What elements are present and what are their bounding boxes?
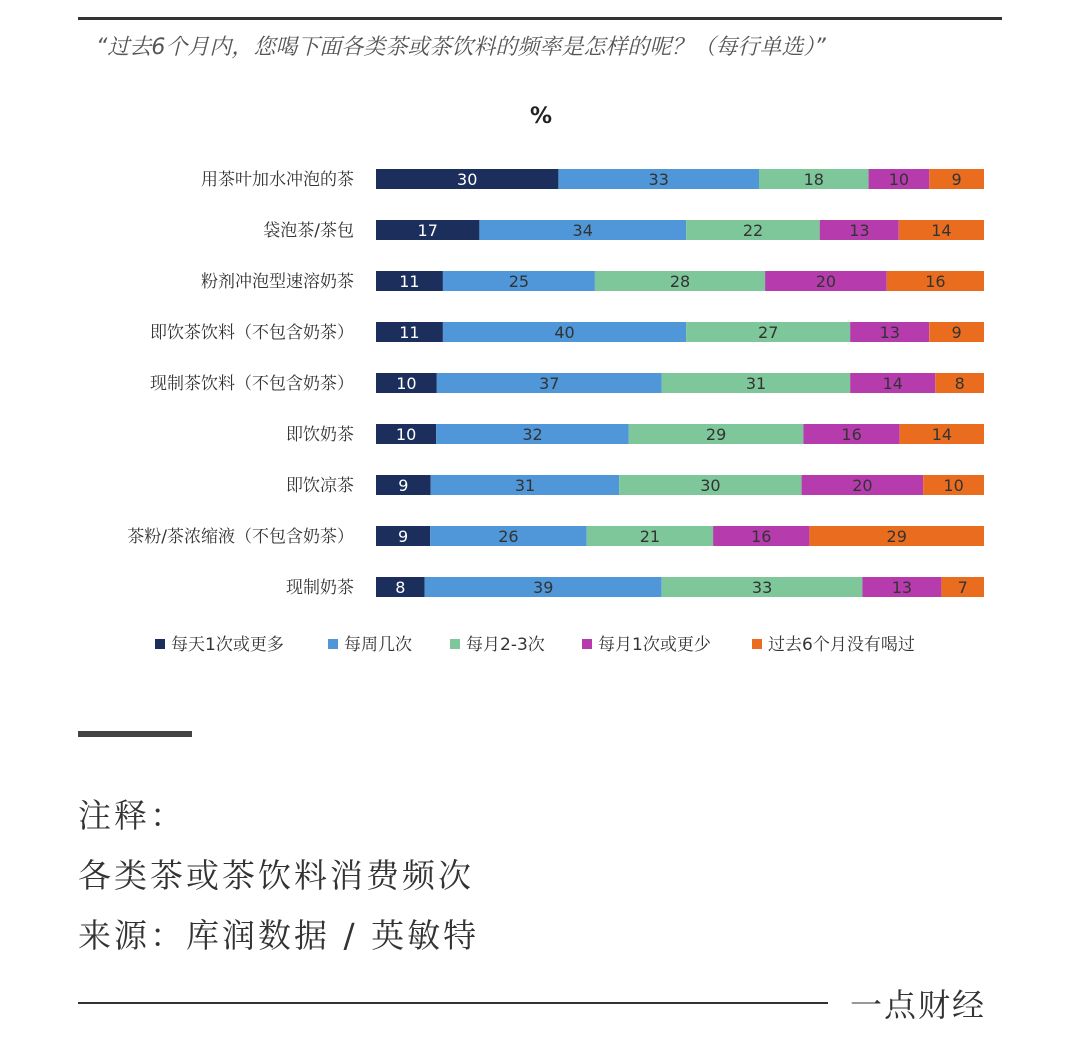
data-label: 22 (742, 221, 764, 240)
data-label: 10 (395, 425, 417, 444)
data-label: 9 (951, 170, 962, 189)
legend-label: 每月1次或更少 (598, 635, 711, 655)
category-label: 现制茶饮料（不包含奶茶） (150, 374, 354, 394)
legend-label: 每月2-3次 (466, 635, 545, 655)
data-label: 37 (539, 374, 560, 393)
data-label: 31 (514, 476, 536, 495)
data-label: 14 (931, 221, 952, 240)
category-label: 粉剂冲泡型速溶奶茶 (201, 272, 354, 292)
data-label: 32 (522, 425, 543, 444)
data-label: 29 (886, 527, 907, 546)
legend-swatch (752, 639, 762, 649)
footer-rule (78, 1002, 828, 1004)
data-label: 39 (533, 578, 554, 597)
data-label: 33 (648, 170, 669, 189)
data-label: 16 (841, 425, 862, 444)
data-label: 14 (931, 425, 953, 444)
data-label: 13 (879, 323, 900, 342)
data-label: 17 (417, 221, 438, 240)
category-label: 即饮奶茶 (286, 425, 354, 445)
data-label: 8 (395, 578, 406, 597)
data-label: 9 (951, 323, 962, 342)
data-label: 10 (396, 374, 417, 393)
legend-swatch (328, 639, 338, 649)
data-label: 9 (398, 476, 409, 495)
notes-description: 各类茶或茶饮料消费频次 (78, 856, 474, 895)
data-label: 9 (398, 527, 409, 546)
data-label: 20 (852, 476, 873, 495)
data-label: 33 (751, 578, 773, 597)
category-label: 即饮茶饮料（不包含奶茶） (150, 323, 354, 343)
category-label: 用茶叶加水冲泡的茶 (201, 170, 354, 190)
brand-name: 一点财经 (850, 986, 987, 1024)
legend-swatch (450, 639, 460, 649)
category-label: 即饮凉茶 (286, 476, 354, 496)
data-label: 13 (891, 578, 913, 597)
survey-question: “过去6个月内，您喝下面各类茶或茶饮料的频率是怎样的呢？（每行单选）” (96, 35, 826, 60)
data-label: 25 (508, 272, 530, 291)
data-label: 29 (705, 425, 727, 444)
data-label: 34 (572, 221, 593, 240)
legend-label: 每天1次或更多 (171, 635, 284, 655)
data-label: 10 (888, 170, 910, 189)
notes-label: 注释： (78, 796, 186, 835)
data-label: 14 (882, 374, 903, 393)
data-label: 31 (745, 374, 767, 393)
data-label: 40 (554, 323, 575, 342)
data-label: 10 (943, 476, 964, 495)
section-divider (78, 731, 192, 737)
data-label: 21 (639, 527, 661, 546)
data-label: 13 (849, 221, 870, 240)
data-label: 18 (803, 170, 824, 189)
data-label: 11 (399, 272, 420, 291)
data-label: 16 (925, 272, 946, 291)
category-label: 袋泡茶/茶包 (263, 221, 354, 241)
legend-swatch (155, 639, 165, 649)
data-label: 28 (669, 272, 691, 291)
data-label: 16 (751, 527, 772, 546)
data-label: 30 (457, 170, 478, 189)
data-label: 20 (815, 272, 837, 291)
legend-label: 每周几次 (344, 635, 412, 655)
category-label: 茶粉/茶浓缩液（不包含奶茶） (127, 527, 354, 547)
legend-label: 过去6个月没有喝过 (768, 635, 915, 655)
data-label: 27 (758, 323, 779, 342)
chart-title: % (529, 104, 553, 129)
data-label: 7 (957, 578, 968, 597)
data-label: 8 (954, 374, 965, 393)
legend-swatch (582, 639, 592, 649)
category-label: 现制奶茶 (286, 578, 354, 598)
data-label: 11 (399, 323, 420, 342)
data-label: 26 (498, 527, 519, 546)
notes-source: 来源：库润数据 / 英敏特 (78, 916, 480, 955)
data-label: 30 (700, 476, 721, 495)
